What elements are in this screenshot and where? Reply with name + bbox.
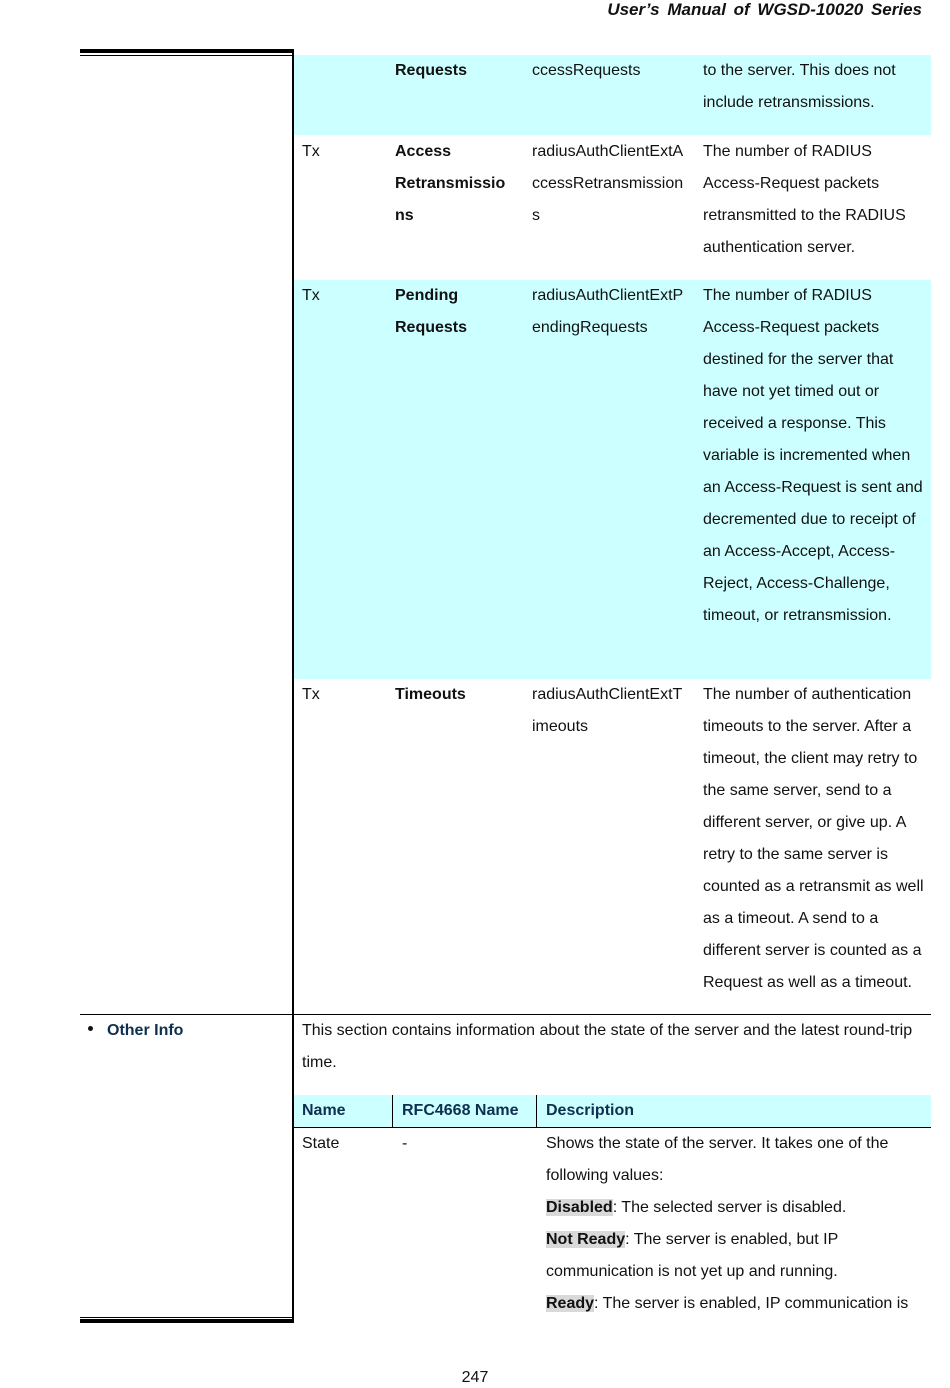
table-bottom-rule-thin [80,1317,294,1318]
header-description: Description [546,1102,635,1119]
direction-cell: Tx [302,287,320,304]
state-rfc-cell: - [402,1135,408,1152]
state-term-text: : The server is enabled, IP communication is [594,1295,909,1312]
table-top-rule-thin [80,55,292,56]
state-term-text: : The server is enabled, but IP communication is not yet up and running. [546,1231,838,1280]
other-info-label-text: Other Info [107,1022,184,1039]
header-separator [536,1095,537,1127]
table-top-rule [80,49,292,53]
description-cell: The number of RADIUS Access-Request packets destined for the server that have not yet timed out or received a response. This variable is incremented when an Access-Request is sent and decremented due to receipt of an Access-Accept, Access-Reject, Access-Challenge, timeout, or retransmission. [703,287,923,624]
other-info-label [88,1015,183,1047]
state-term-text: : The selected server is disabled. [612,1199,847,1216]
rfc-cell: ccessRequests [532,62,641,79]
name-cell: Timeouts [395,686,466,703]
state-description-cell: Shows the state of the server. It takes one of the following values: [546,1135,889,1184]
table-row [294,55,931,135]
description-cell: The number of authentication timeouts to the server. After a timeout, the client may retry to the same server, send to a different server, or give up. A retry to the same server is counted as a retransmit as well as a timeout. A send to a different server is counted as a Request as well as a timeout. [703,686,924,991]
state-name-cell: State [302,1135,340,1152]
table-row [294,280,931,679]
header-name: Name [302,1102,346,1119]
other-info-intro: This section contains information about the state of the server and the latest round-trip time. [302,1022,913,1071]
table-row [294,679,931,1014]
state-value-ready [546,1288,926,1320]
page-header: User’s Manual of WGSD-10020 Series [607,0,922,19]
state-term: Not Ready [546,1231,626,1248]
rfc-cell: radiusAuthClientExtT imeouts [532,686,682,735]
direction-cell: Tx [302,143,320,160]
description-cell: The number of RADIUS Access-Request packets retransmitted to the RADIUS authentication server. [703,143,906,256]
description-cell: to the server. This does not include retransmissions. [703,62,896,111]
state-term: Disabled [546,1199,613,1216]
header-separator [392,1095,393,1127]
state-value-disabled [546,1192,926,1224]
header-rfc: RFC4668 Name [402,1102,519,1119]
state-term: Ready [546,1295,595,1312]
name-cell: Requests [395,62,468,79]
direction-cell: Tx [302,686,320,703]
bullet-icon [88,1026,93,1031]
table-bottom-rule [80,1319,294,1323]
other-info-table-header [294,1095,931,1128]
rfc-cell: radiusAuthClientExtA ccessRetransmission s [532,143,684,224]
name-cell: Pending Requests [395,287,468,336]
name-cell: Access Retransmissio ns [395,143,506,224]
rfc-cell: radiusAuthClientExtP endingRequests [532,287,683,336]
state-value-not-ready [546,1224,926,1288]
table-row [294,136,931,280]
page-number: 247 [461,1369,489,1386]
